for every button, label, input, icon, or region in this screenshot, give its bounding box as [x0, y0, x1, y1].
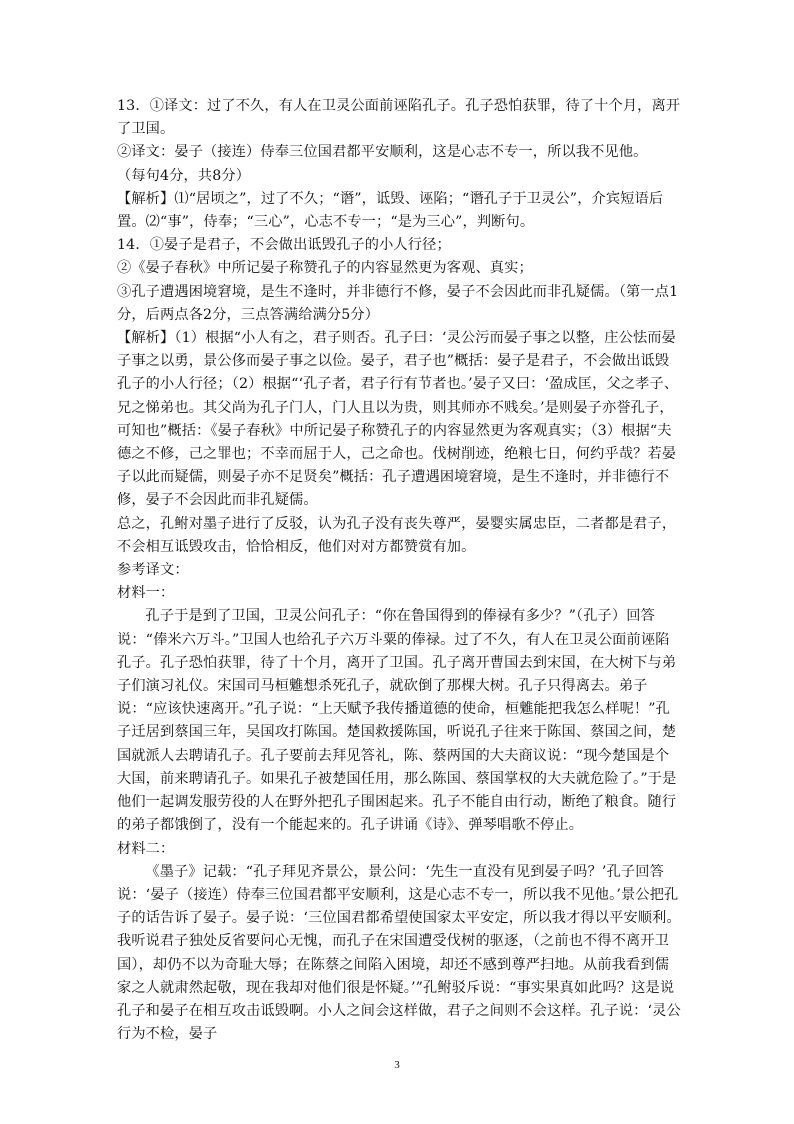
- answer-14-point-1: 14．①晏子是君子，不会做出诋毁孔子的小人行径；: [117, 237, 451, 254]
- answer-14-analysis: 【解析】（1）根据“小人有之，君子则否。孔子曰：‘灵公污而晏子事之以整，庄公怯而晏子事之以勇，景公侈而晏子事之以俭。晏子，君子也”概括：晏子是君子，不会做出诋毁孔子的小人行径；（2）根据“‘孔子者，君子行有节者也。’晏子又曰：‘盈成匡，父之孝子、兄之悌弟也。其父尚为孔子门人，门人且以为贵，则其师亦不贱矣。’是则晏子亦誉孔子，可知也”概括：《晏子春秋》中所记晏子称赞孔子的内容显然更为客观真实；（3）根据“夫德之不修，己之罪也；不幸而屈于人，己之命也。伐树削迹，绝粮七日，何约乎哉？若晏子以此而疑儒，则晏子亦不足贤矣”概括：孔子遭遇困境窘境，是生不逢时，并非德行不修，晏子不会因此而非孔疑儒。: [117, 330, 679, 509]
- answer-13-analysis: 【解析】⑴“居顷之”，过了不久；“谮”，诋毁、诬陷；“谮孔子于卫灵公”，介宾短语后置。⑵“事”，侍奉；“三心”，心志不专一；“是为三心”，判断句。: [117, 190, 664, 231]
- material-two-heading: 材料二：: [117, 840, 175, 857]
- page-number: 3: [394, 1059, 400, 1071]
- answer-14-point-3: ③孔子遭遇困境窘境，是生不逢时，并非德行不修，晏子不会因此而非孔疑儒。（第一点1分，后两点各2分，三点答满给满分5分）: [117, 283, 679, 323]
- answer-14-point-2: ②《晏子春秋》中所记晏子称赞孔子的内容显然更为客观、真实；: [117, 260, 533, 277]
- material-one-heading: 材料一：: [117, 585, 175, 602]
- reference-translation-heading: 参考译文：: [117, 562, 189, 579]
- material-two-text: 《墨子》记载：“孔子拜见齐景公，景公问：‘先生一直没有见到晏子吗？’孔子回答说：‘晏子（接连）侍奉三位国君都平安顺利，这是心志不专一，所以我不见他。’景公把孔子的话告诉了晏子。晏子说：‘三位国君都希望使国家太平安定，所以我才得以平安顺利。我听说君子独处反省要问心无愧，而孔子在宋国遭受伐树的驱逐，（之前也不得不离开卫国），却仍不以为奇耻大辱；在陈蔡之间陷入困境，却还不感到尊严扫地。从前我看到儒家之人就肃然起敬，现在我却对他们很是怀疑。’”孔鲋驳斥说：“事实果真如此吗？这是说孔子和晏子在相互攻击诋毁啊。小人之间会这样做，君子之间则不会这样。孔子说：‘灵公行为不检，晏子: [117, 863, 681, 1043]
- document-body: [117, 95, 683, 1046]
- material-one-text: 孔子于是到了卫国，卫灵公问孔子：“你在鲁国得到的俸禄有多少？”（孔子）回答说：“俸米六万斗。”卫国人也给孔子六万斗粟的俸禄。过了不久，有人在卫灵公面前诬陷孔子。孔子恐怕获罪，待了十个月，离开了卫国。孔子离开曹国去到宋国，在大树下与弟子们演习礼仪。宋国司马桓魋想杀死孔子，就砍倒了那棵大树。孔子只得离去。弟子说：“应该快速离开。”孔子说：“上天赋予我传播道德的使命，桓魋能把我怎么样呢！”孔子迁居到蔡国三年，吴国攻打陈国。楚国救援陈国，听说孔子往来于陈国、蔡国之间，楚国就派人去聘请孔子。孔子要前去拜见答礼，陈、蔡两国的大夫商议说：“现今楚国是个大国，前来聘请孔子。如果孔子被楚国任用，那么陈国、蔡国掌权的大夫就危险了。”于是他们一起调发服劳役的人在野外把孔子围困起来。孔子不能自由行动，断绝了粮食。随行的弟子都饿倒了，没有一个能起来的。孔子讲诵《诗》、弹琴唱歌不停止。: [117, 608, 677, 834]
- answer-13-scoring: （每句4分，共8分）: [117, 167, 251, 184]
- summary-paragraph: 总之，孔鲋对墨子进行了反驳，认为孔子没有丧失尊严，晏婴实属忠臣，二者都是君子，不会相互诋毁攻击，恰恰相反，他们对对方都赞赏有加。: [117, 515, 677, 555]
- answer-13-translation-1: 13．①译文：过了不久，有人在卫灵公面前诬陷孔子。孔子恐怕获罪，待了十个月，离开了卫国。: [117, 98, 681, 138]
- answer-13-translation-2: ②译文：晏子（接连）侍奉三位国君都平安顺利，这是心志不专一，所以我不见他。: [117, 144, 648, 161]
